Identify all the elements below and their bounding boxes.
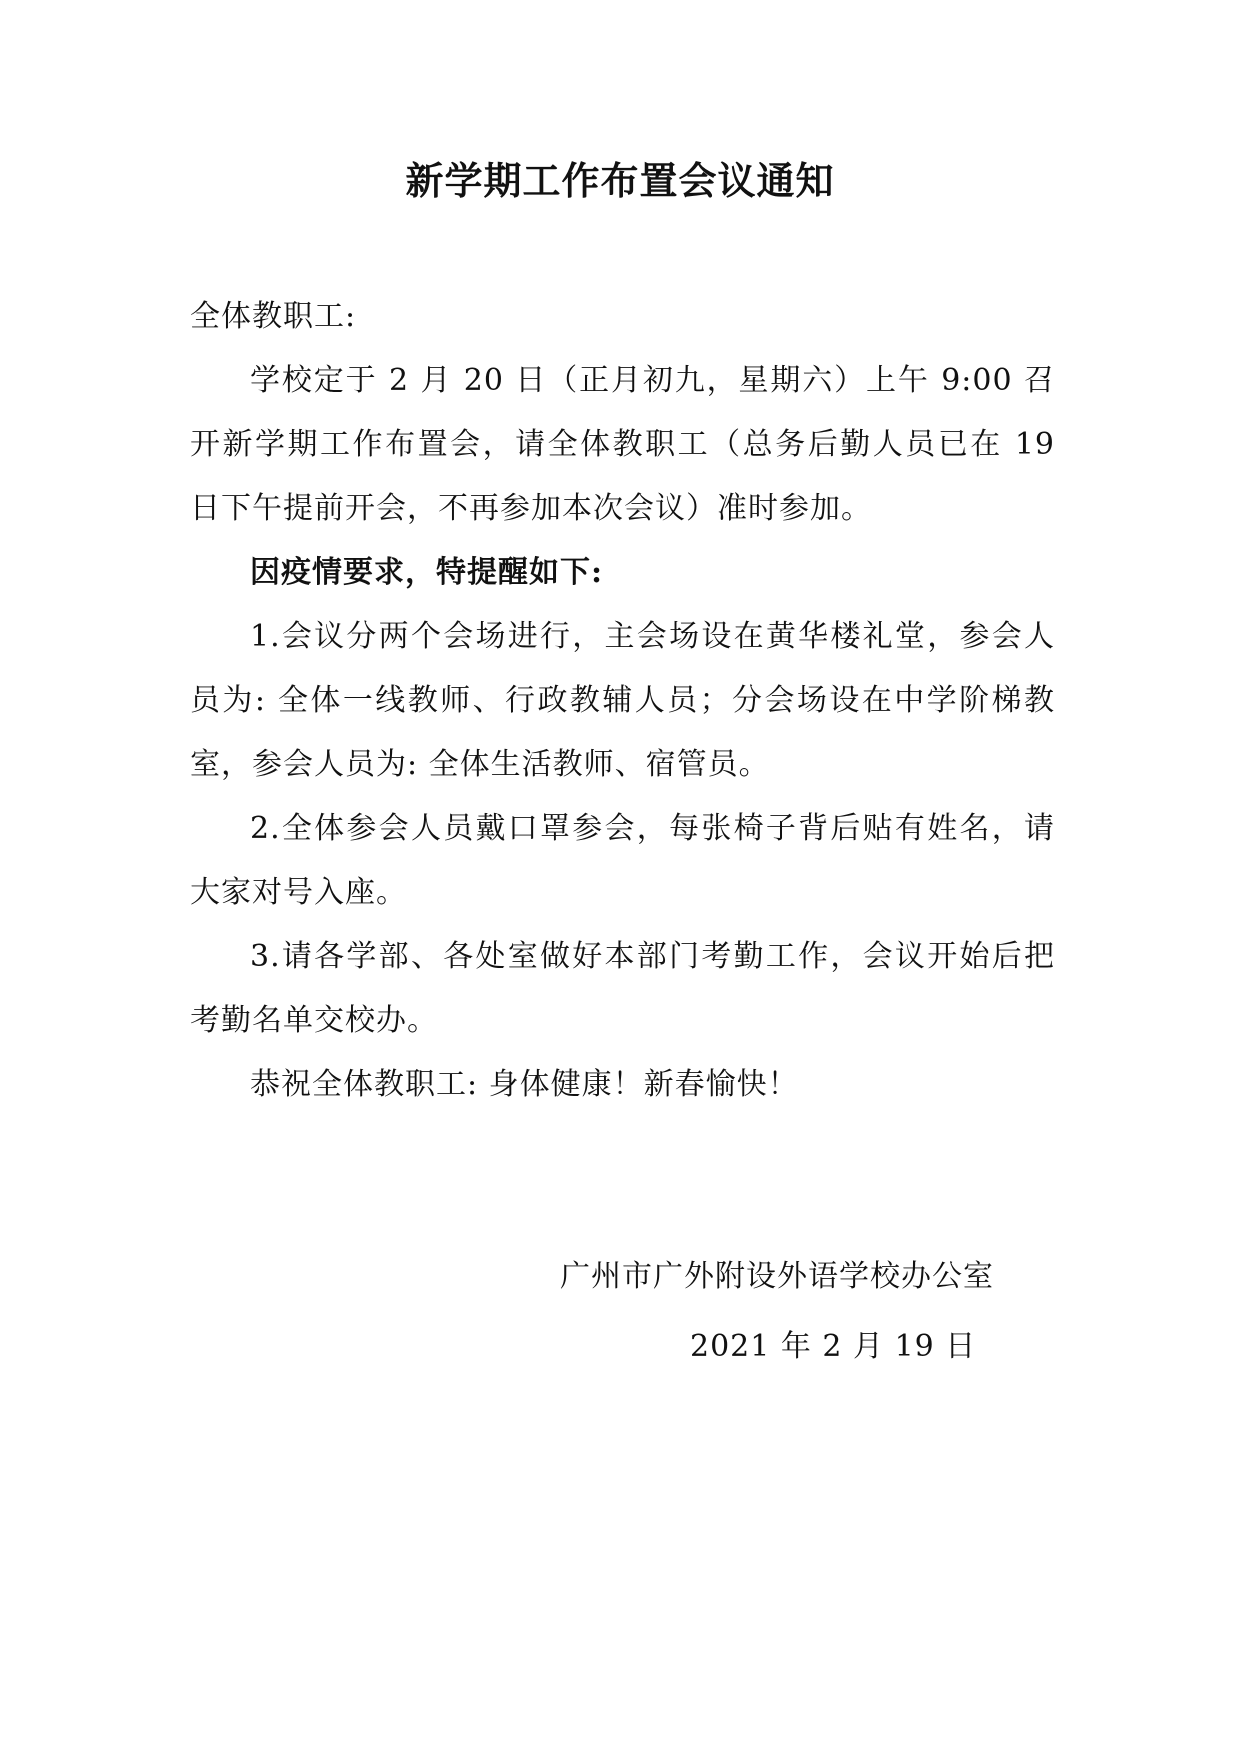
paragraph-item-3: 3.请各学部、各处室做好本部门考勤工作，会议开始后把考勤名单交校办。 — [190, 939, 1055, 1038]
paragraph-item-2: 2.全体参会人员戴口罩参会，每张椅子背后贴有姓名，请大家对号入座。 — [190, 811, 1055, 910]
notice-title: 新学期工作布置会议通知 — [405, 158, 835, 203]
salutation: 全体教职工: — [190, 299, 357, 334]
signature-office: 广州市广外附设外语学校办公室 — [560, 1259, 994, 1294]
signature-date: 2021 年 2 月 19 日 — [690, 1329, 977, 1364]
paragraph-greeting: 恭祝全体教职工: 身体健康！新春愉快！ — [250, 1067, 799, 1102]
paragraph-meeting-info: 学校定于 2 月 20 日（正月初九，星期六）上午 9:00 召开新学期工作布置会，请全体教职工（总务后勤人员已在 19 日下午提前开会，不再参加本次会议）准时参加。 — [190, 363, 1055, 526]
paragraph-item-1: 1.会议分两个会场进行，主会场设在黄华楼礼堂，参会人员为: 全体一线教师、行政教辅人员；分会场设在中学阶梯教室，参会人员为: 全体生活教师、宿管员。 — [190, 619, 1055, 782]
paragraph-reminder-heading: 因疫情要求，特提醒如下: — [250, 555, 604, 590]
notice-body — [190, 285, 1055, 1117]
